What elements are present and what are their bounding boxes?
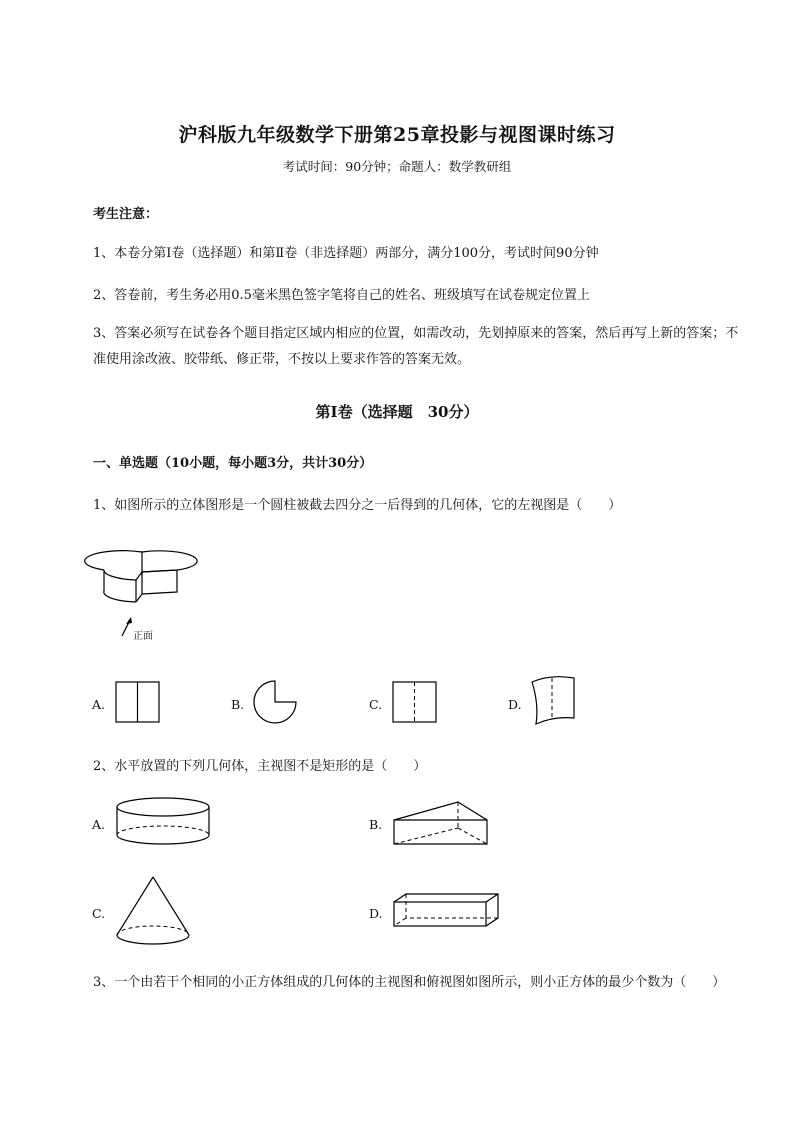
q1-option-a-figure xyxy=(115,681,161,723)
q2-option-c-label[interactable]: C. xyxy=(92,906,106,921)
q2-option-a-label[interactable]: A. xyxy=(92,817,106,832)
q1-option-d-figure xyxy=(530,674,576,726)
notice-item-2: 2、答卷前，考生务必用0.5毫米黑色签字笔将自己的姓名、班级填写在试卷规定位置上 xyxy=(93,288,590,303)
q2-option-b-label[interactable]: B. xyxy=(369,817,383,832)
notice-item-1: 1、本卷分第I卷（选择题）和第Ⅱ卷（非选择题）两部分，满分100分，考试时间90分钟 xyxy=(93,246,599,261)
page-title: 沪科版九年级数学下册第25章投影与视图课时练习 xyxy=(178,124,616,146)
q1-option-b-figure xyxy=(253,680,299,726)
q1-option-d-label[interactable]: D. xyxy=(508,697,522,712)
q1-option-c-figure xyxy=(392,681,438,723)
question-2-stem: 2、水平放置的下列几何体，主视图不是矩形的是（ ） xyxy=(93,759,427,774)
exam-info: 考试时间：90分钟；命题人：数学教研组 xyxy=(282,159,512,174)
q2-option-d-label[interactable]: D. xyxy=(369,906,383,921)
q2-option-b-prism xyxy=(392,800,490,848)
q2-option-c-cone xyxy=(115,875,191,947)
notice-heading: 考生注意： xyxy=(93,207,159,222)
question-1-stem: 1、如图所示的立体图形是一个圆柱被截去四分之一后得到的几何体，它的左视图是（ ） xyxy=(93,498,622,513)
part-title: 第I卷（选择题 30分） xyxy=(315,403,479,421)
q1-option-c-label[interactable]: C. xyxy=(369,697,383,712)
q1-option-a-label[interactable]: A. xyxy=(92,697,106,712)
question-3-stem: 3、一个由若干个相同的小正方体组成的几何体的主视图和俯视图如图所示，则小正方体的最少个数为（ ） xyxy=(93,975,726,990)
q1-option-b-label[interactable]: B. xyxy=(231,697,245,712)
notice-item-3: 3、答案必须写在试卷各个题目指定区域内相应的位置，如需改动，先划掉原来的答案，然后再写上新的答案；不准使用涂改液、胶带纸、修正带，不按以上要求作答的答案无效。 xyxy=(93,326,739,367)
section-heading: 一、单选题（10小题，每小题3分，共计30分） xyxy=(93,456,373,471)
q2-option-d-cuboid xyxy=(392,892,502,930)
q2-option-a-cylinder xyxy=(115,797,215,849)
front-view-label: 正面 xyxy=(133,631,153,642)
